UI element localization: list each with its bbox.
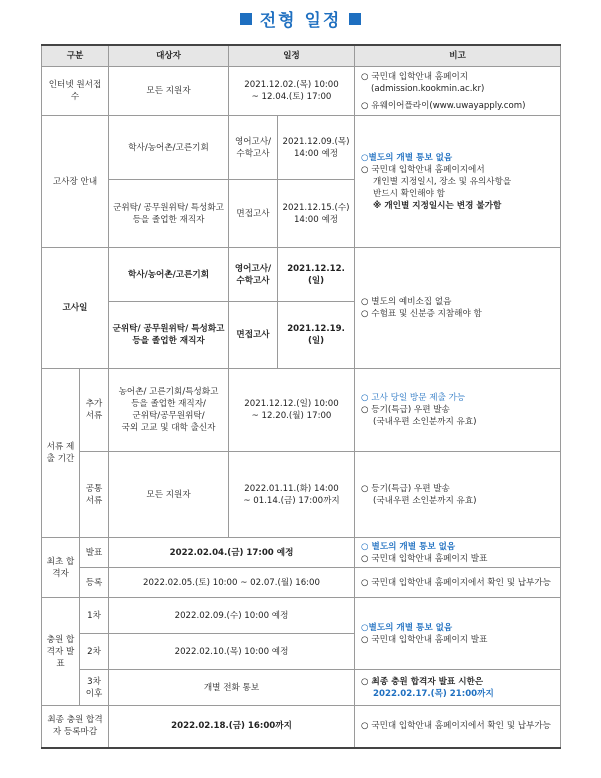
- examday-date-2: 2021.12.19.(일): [278, 302, 355, 369]
- guide-note-4: 반드시 확인해야 함: [373, 188, 445, 199]
- first-category: 최초 합격자: [42, 538, 80, 598]
- docs-extra-note-1: ○ 고사 당일 방문 제출 가능: [361, 393, 466, 403]
- guide-date-2: [278, 180, 355, 248]
- guide-note-1: ○별도의 개별 통보 없음: [361, 152, 453, 163]
- examday-note: [355, 248, 561, 369]
- final-reg-date: 2022.02.18.(금) 16:00까지: [109, 706, 355, 748]
- examday-target-2: 군위탁/ 공무원위탁/ 특성화고 등을 졸업한 재직자: [109, 302, 229, 369]
- guide-note-5: ※ 개인별 지정일시는 변경 불가함: [373, 200, 502, 211]
- extra-pass-r3-label: 3차 이후: [80, 670, 109, 706]
- docs-extra-target-3: 군위탁/공무원위탁/: [132, 411, 205, 421]
- examday-target-1: 학사/농어촌/고른기회: [109, 248, 229, 302]
- docs-common-label: 공통 서류: [80, 452, 109, 538]
- docs-common-note-2: (국내우편 소인분까지 유효): [373, 495, 477, 506]
- guide-exam-2: 면접고사: [229, 180, 278, 248]
- table-row: [42, 116, 561, 180]
- online-date-end: ~ 12.04.(토) 17:00: [251, 92, 332, 102]
- first-announce-date: 2022.02.04.(금) 17:00 예정: [109, 538, 355, 568]
- examday-exam-2: 면접고사: [229, 302, 278, 369]
- docs-extra-target-2: 등을 졸업한 재직자/: [131, 399, 206, 409]
- extra-pass-category: 충원 합격자 발표: [42, 598, 80, 706]
- docs-category: 서류 제출 기간: [42, 369, 80, 538]
- table-row: [42, 248, 561, 302]
- square-bullet-icon: [349, 13, 361, 25]
- square-bullet-icon: [240, 13, 252, 25]
- table-row: [42, 670, 561, 706]
- header-target: 대상자: [109, 45, 229, 67]
- examday-note-2: ○ 수험표 및 신분증 지참해야 함: [361, 309, 482, 319]
- guide-note-3: 개인별 지정일시, 장소 및 유의사항을: [373, 176, 512, 187]
- header-schedule: 일정: [229, 45, 355, 67]
- table-row: [42, 452, 561, 538]
- page-title-text: 전형 일정: [259, 11, 342, 31]
- first-register-label: 등록: [80, 568, 109, 598]
- docs-common-date-start: 2022.01.11.(화) 14:00: [244, 483, 339, 494]
- guide-category: 고사장 안내: [42, 116, 109, 248]
- first-announce-label: 발표: [80, 538, 109, 568]
- extra-pass-r3-note: [355, 670, 561, 706]
- docs-extra-date: [229, 369, 355, 452]
- extra-pass-r1-date: 2022.02.09.(수) 10:00 예정: [109, 598, 355, 634]
- online-note: [355, 67, 561, 116]
- docs-extra-target: [109, 369, 229, 452]
- docs-common-target: 모든 지원자: [109, 452, 229, 538]
- examday-date-1: 2021.12.12.(일): [278, 248, 355, 302]
- extra-pass-r2-label: 2차: [80, 634, 109, 670]
- docs-common-note-1: ○ 등기(특급) 우편 발송: [361, 483, 450, 494]
- extra-pass-r2-date: 2022.02.10.(목) 10:00 예정: [109, 634, 355, 670]
- first-announce-note-2: ○ 국민대 입학안내 홈페이지 발표: [361, 553, 488, 564]
- online-note-url: (admission.kookmin.ac.kr): [371, 83, 485, 94]
- guide-date-2-day: 2021.12.15.(수): [282, 202, 350, 213]
- page-title: [0, 6, 601, 31]
- first-announce-note-1: ○ 별도의 개별 통보 없음: [361, 541, 456, 552]
- extra-pass-note: [355, 598, 561, 670]
- online-note-1: ○ 국민대 입학안내 홈페이지: [361, 71, 469, 82]
- table-row: [42, 568, 561, 598]
- first-announce-note: [355, 538, 561, 568]
- table-row: [42, 538, 561, 568]
- table-row: [42, 369, 561, 452]
- docs-extra-label: 추가 서류: [80, 369, 109, 452]
- header-category: 구분: [42, 45, 109, 67]
- online-category: 인터넷 원서접수: [42, 67, 109, 116]
- docs-common-date-end: ~ 01.14.(금) 17:00까지: [243, 495, 340, 506]
- extra-pass-r3-date: 개별 전화 통보: [109, 670, 355, 706]
- guide-note-2: ○ 국민대 입학안내 홈페이지에서: [361, 164, 485, 175]
- examday-exam-1: 영어고사/ 수학고사: [229, 248, 278, 302]
- table-row: [42, 706, 561, 748]
- docs-extra-note-3: (국내우편 소인분까지 유효): [373, 417, 477, 427]
- guide-target-2: 군위탁/ 공무원위탁/ 특성화고 등을 졸업한 재직자: [109, 180, 229, 248]
- first-register-date: 2022.02.05.(토) 10:00 ~ 02.07.(월) 16:00: [109, 568, 355, 598]
- examday-note-1: ○ 별도의 예비소집 없음: [361, 297, 452, 307]
- final-reg-note: ○ 국민대 입학안내 홈페이지에서 확인 및 납부가능: [355, 706, 561, 748]
- docs-extra-target-4: 국외 고교 및 대학 출신자: [121, 423, 216, 433]
- guide-date-2-time: 14:00 예정: [293, 214, 339, 225]
- docs-extra-note-2: ○ 등기(특급) 우편 발송: [361, 405, 450, 415]
- header-row: [42, 45, 561, 67]
- guide-note: [355, 116, 561, 248]
- docs-extra-date-start: 2021.12.12.(일) 10:00: [244, 399, 339, 409]
- extra-pass-r3-note-1: ○ 최종 충원 합격자 발표 시한은: [361, 676, 484, 687]
- schedule-table: [41, 44, 561, 749]
- extra-pass-r3-note-2: 2022.02.17.(목) 21:00까지: [373, 688, 494, 699]
- guide-date-1-day: 2021.12.09.(목): [282, 136, 350, 147]
- docs-extra-date-end: ~ 12.20.(월) 17:00: [251, 411, 332, 421]
- table-row: [42, 598, 561, 634]
- online-date: [229, 67, 355, 116]
- docs-common-note: [355, 452, 561, 538]
- docs-extra-target-1: 농어촌/ 고른기회/특성화고: [118, 387, 219, 397]
- guide-date-1: [278, 116, 355, 180]
- online-note-2: ○ 유웨이어플라이(www.uwayapply.com): [361, 100, 526, 111]
- extra-pass-note-1: ○별도의 개별 통보 없음: [361, 622, 453, 633]
- online-target: 모든 지원자: [109, 67, 229, 116]
- guide-target-1: 학사/농어촌/고른기회: [109, 116, 229, 180]
- examday-category: 고사일: [42, 248, 109, 369]
- guide-exam-1: 영어고사/ 수학고사: [229, 116, 278, 180]
- extra-pass-note-2: ○ 국민대 입학안내 홈페이지 발표: [361, 634, 488, 645]
- docs-common-date: [229, 452, 355, 538]
- final-reg-category: 최종 충원 합격자 등록마감: [42, 706, 109, 748]
- guide-date-1-time: 14:00 예정: [293, 148, 339, 159]
- extra-pass-r1-label: 1차: [80, 598, 109, 634]
- docs-extra-note: [355, 369, 561, 452]
- first-register-note: ○ 국민대 입학안내 홈페이지에서 확인 및 납부가능: [355, 568, 561, 598]
- table-row: [42, 67, 561, 116]
- online-date-start: 2021.12.02.(목) 10:00: [244, 80, 339, 90]
- header-note: 비고: [355, 45, 561, 67]
